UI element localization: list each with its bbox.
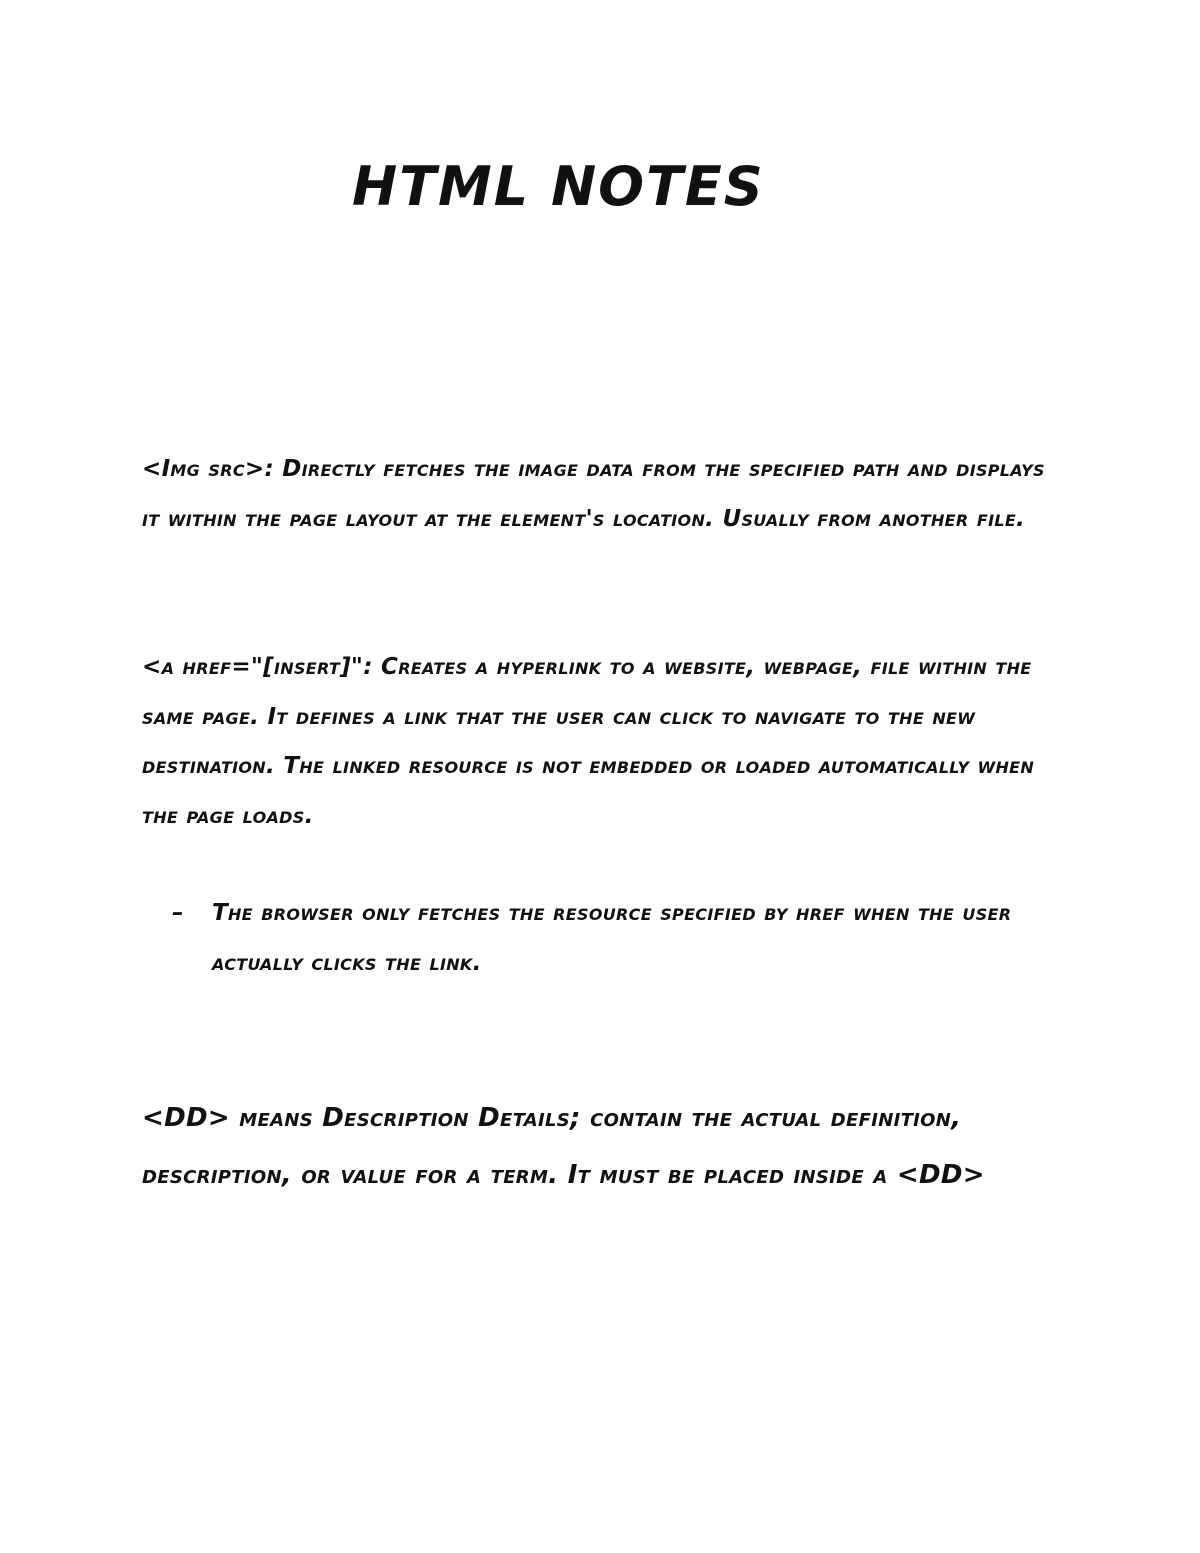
bullet-dash: – [172,900,184,926]
page-title: HTML NOTES [352,155,765,218]
dd-note: <DD> means Description Details; contain the actual definition, description, or value for a term. It must be placed inside a <DD> [142,1103,985,1190]
a-href-note: <a href="[insert]": Creates a hyperlink to a website, webpage, file within the same page. It defines a link that the user can click to navigate to the new destination. The linked resource is not embedded or loaded automatically when the page loads. [142,654,1035,829]
bullet-item [172,889,1052,988]
img-src-note: <Img src>: Directly fetches the image data from the specified path and displays it within the page layout at the element's location. Usually from another file. [142,456,1045,532]
bullet-text: The browser only fetches the resource specified by href when the user actually clicks the link. [212,900,1012,976]
